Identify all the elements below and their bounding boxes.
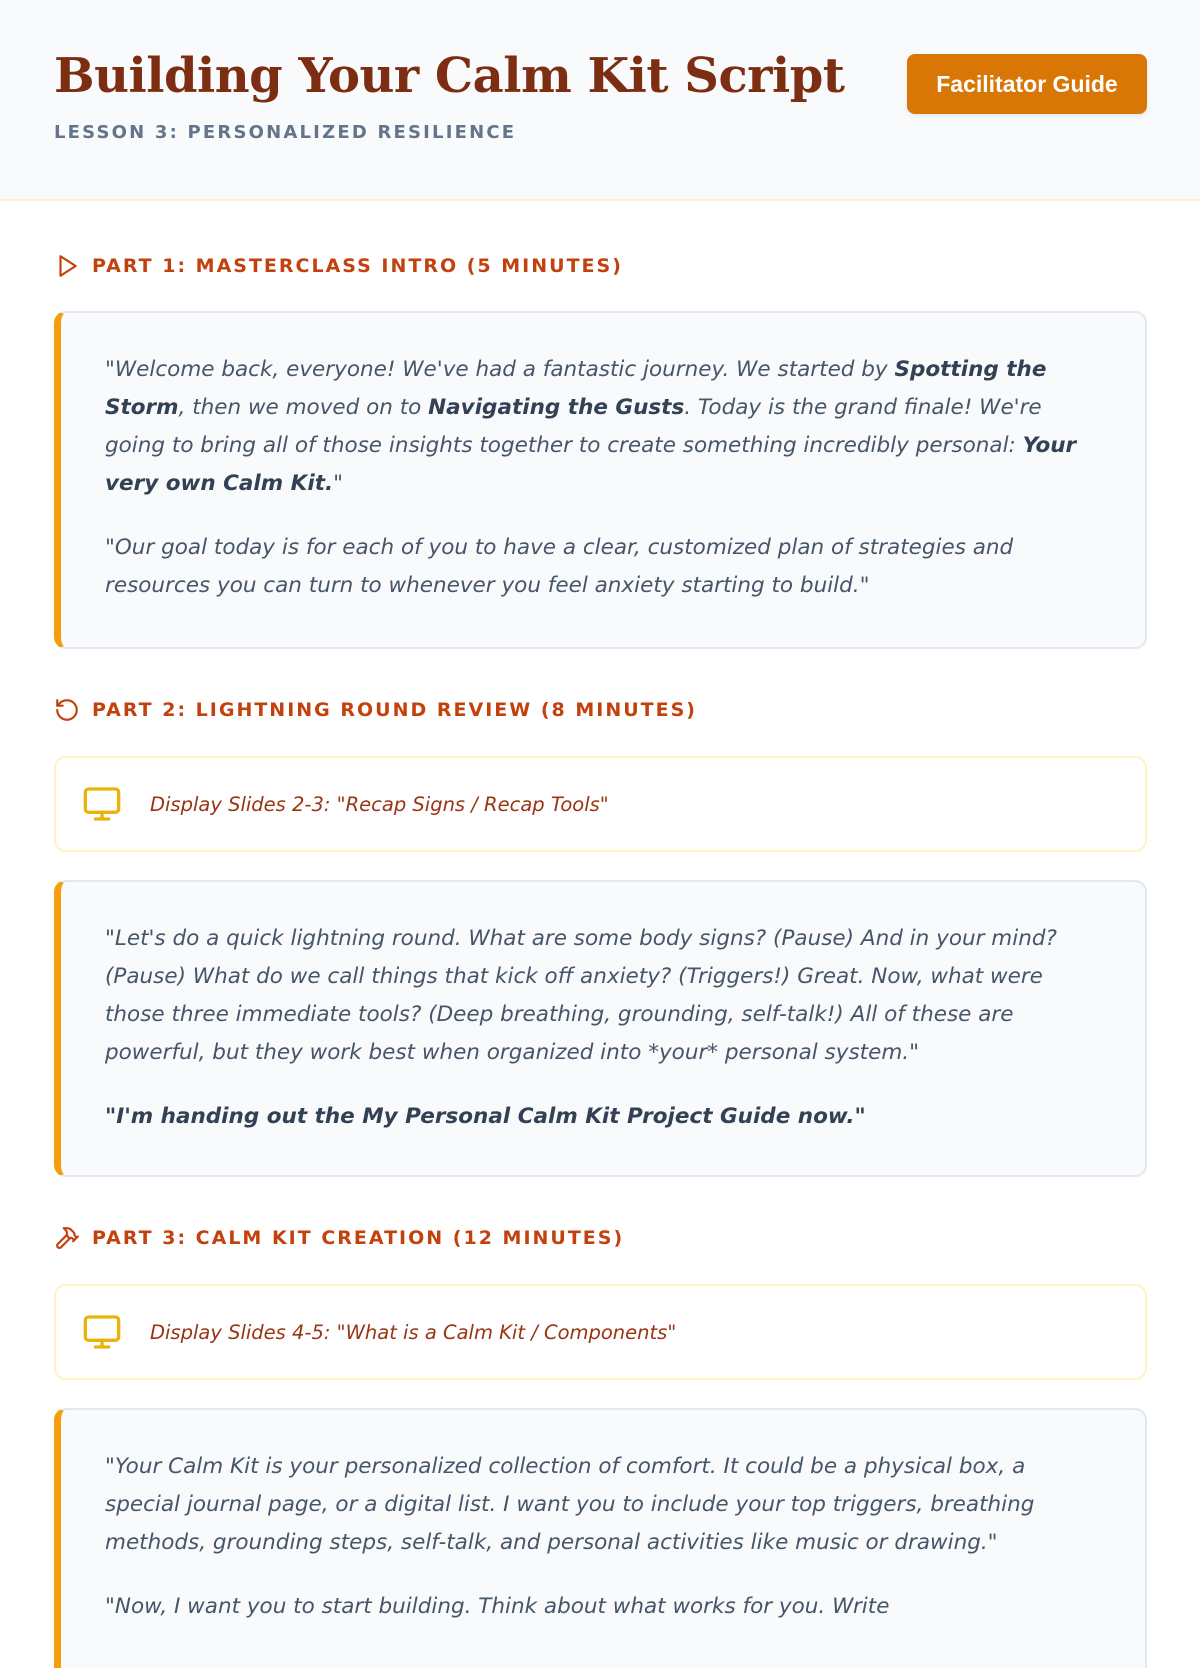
script-paragraph: "Let's do a quick lightning round. What are some body signs? (Pause) And in your mind? (Pause) What do we call things that kick off anxiety? (Triggers!) Great. Now, what were those three immediate tools? (Deep breathing, grounding, self-talk!) All of these are powerful, but they work best when organized into *your* personal system." (105, 926, 1057, 1065)
script-paragraph: "Now, I want you to start building. Think about what works for you. Write (105, 1594, 890, 1619)
script-paragraph: "Your Calm Kit is your personalized collection of comfort. It could be a physical box, a special journal page, or a digital list. I want you to include your top triggers, breathing methods, grounding steps, self-talk, and personal activities like music or drawing." (105, 1454, 1035, 1555)
section-title: PART 2: LIGHTNING ROUND REVIEW (8 MINUTES) (92, 699, 697, 721)
slide-cue-part-3 (54, 1284, 1147, 1380)
script-paragraph (105, 1098, 1101, 1136)
page-header (0, 0, 1200, 201)
section-header-part-1 (54, 251, 623, 281)
script-box-part-3 (54, 1408, 1147, 1668)
script-text: "Welcome back, everyone! We've had a fantastic journey. We started by (105, 357, 895, 382)
section-header-part-3 (54, 1223, 624, 1253)
slide-cue-part-2 (54, 756, 1147, 852)
script-text: . Today is the grand finale! We're going to bring all of those insights together to create something incredibly personal: (105, 395, 1042, 458)
script-emphasis: Your very own Calm Kit. (105, 433, 1077, 496)
rotate-ccw-icon (54, 697, 80, 723)
section-title: PART 3: CALM KIT CREATION (12 MINUTES) (92, 1227, 625, 1249)
script-box-part-2 (54, 880, 1147, 1177)
play-icon (54, 253, 80, 279)
section-header-part-2 (54, 695, 697, 725)
page-title: Building Your Calm Kit Script (54, 48, 845, 104)
monitor-icon (82, 1312, 122, 1352)
facilitator-guide-button[interactable]: Facilitator Guide (907, 54, 1147, 114)
slide-cue-text: Display Slides 2-3: "Recap Signs / Recap Tools" (150, 792, 609, 816)
script-paragraph (105, 351, 1101, 503)
script-emphasis: Spotting the Storm (105, 357, 1047, 420)
lesson-subtitle: LESSON 3: PERSONALIZED RESILIENCE (54, 122, 517, 143)
script-emphasis: "I'm handing out the My Personal Calm Kit Project Guide now." (105, 1104, 866, 1129)
script-text: " (333, 471, 344, 496)
monitor-icon (82, 784, 122, 824)
script-paragraph: "Our goal today is for each of you to have a clear, customized plan of strategies and resources you can turn to whenever you feel anxiety starting to build." (105, 535, 1014, 598)
script-emphasis: Navigating the Gusts (428, 395, 685, 420)
slide-cue-text: Display Slides 4-5: "What is a Calm Kit / Components" (150, 1320, 677, 1344)
hammer-icon (54, 1225, 80, 1251)
script-box-part-1 (54, 311, 1147, 649)
script-text: , then we moved on to (178, 395, 429, 420)
section-title: PART 1: MASTERCLASS INTRO (5 MINUTES) (92, 255, 623, 277)
